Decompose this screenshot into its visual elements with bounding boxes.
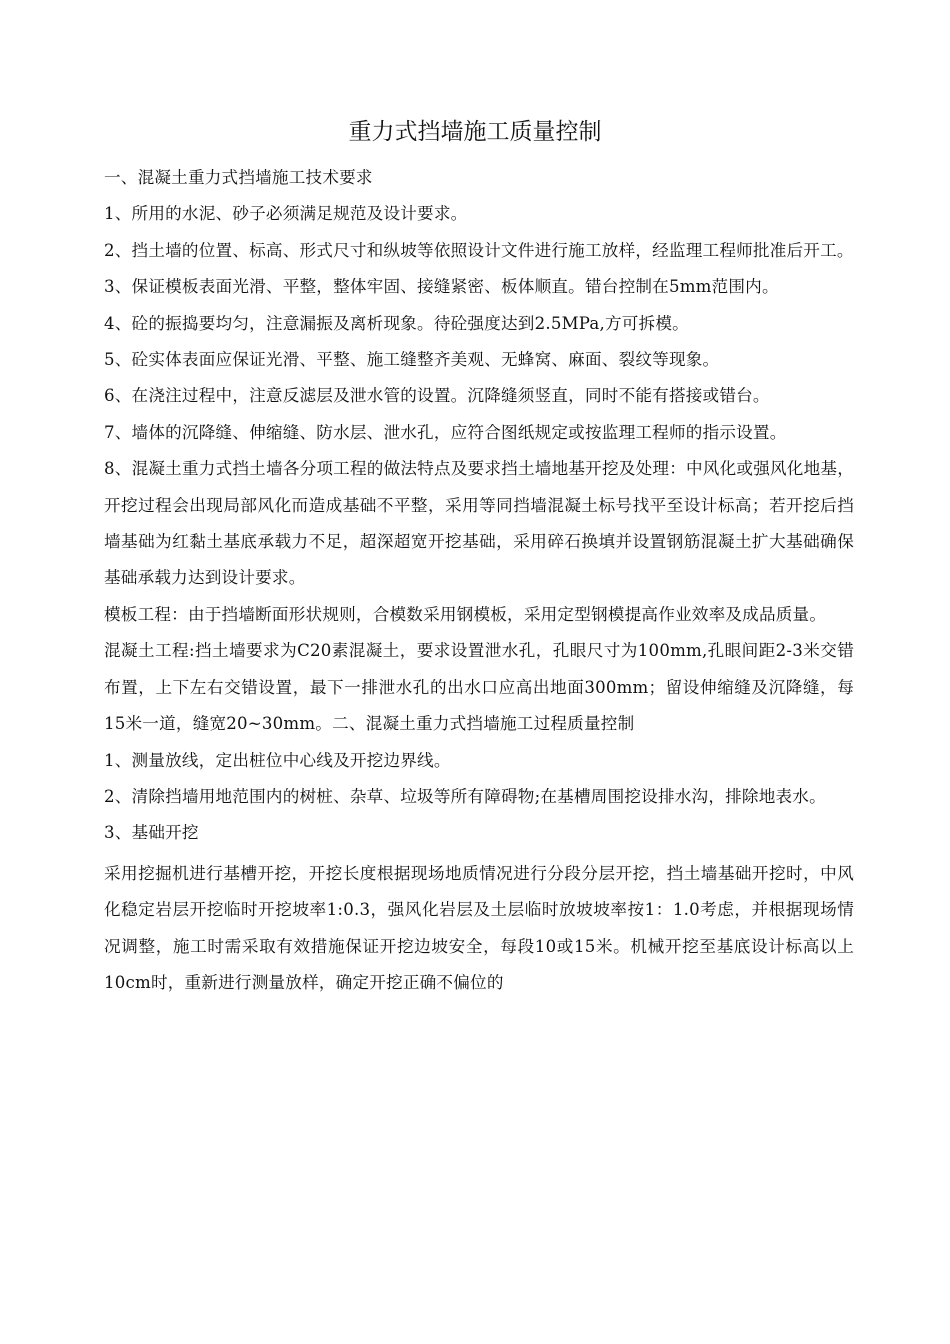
- subsection-heading: 3、基础开挖: [104, 823, 199, 843]
- paragraph: 混凝土工程:挡土墙要求为C20素混凝土，要求设置泄水孔，孔眼尺寸为100mm,孔眼间距2-3米交错布置，上下左右交错设置，最下一排泄水孔的出水口应高出地面300mm；留设伸缩缝及沉降缝，每15米一道，缝宽20~30mm。二、混凝土重力式挡墙施工过程质量控制: [104, 641, 854, 734]
- paragraph: 采用挖掘机进行基槽开挖，开挖长度根据现场地质情况进行分段分层开挖，挡土墙基础开挖时，中风化稳定岩层开挖临时开挖坡率1:0.3，强风化岩层及土层临时放坡坡率按1：1.0考虑，并根据现场情况调整，施工时需采取有效措施保证开挖边坡安全，每段10或15米。机械开挖至基底设计标高以上10cm时，重新进行测量放样，确定开挖正确不偏位的: [104, 863, 854, 992]
- paragraph: 2、清除挡墙用地范围内的树桩、杂草、垃圾等所有障碍物;在基槽周围挖设排水沟，排除地表水。: [104, 786, 826, 806]
- section-heading: 一、混凝土重力式挡墙施工技术要求: [104, 168, 373, 187]
- paragraph: 3、保证模板表面光滑、平整，整体牢固、接缝紧密、板体顺直。错台控制在5mm范围内。: [104, 277, 779, 297]
- paragraph: 5、砼实体表面应保证光滑、平整、施工缝整齐美观、无蜂窝、麻面、裂纹等现象。: [104, 350, 720, 370]
- paragraph: 4、砼的振捣要均匀，注意漏振及离析现象。待砼强度达到2.5MPa,方可拆模。: [104, 313, 689, 333]
- paragraph: 模板工程：由于挡墙断面形状规则，合模数采用钢模板，采用定型钢模提高作业效率及成品质量。: [104, 604, 827, 624]
- paragraph: 1、测量放线，定出桩位中心线及开挖边界线。: [104, 750, 451, 770]
- paragraph: 6、在浇注过程中，注意反滤层及泄水管的设置。沉降缝须竖直，同时不能有搭接或错台。: [104, 386, 770, 406]
- document-title: 重力式挡墙施工质量控制: [348, 119, 602, 145]
- paragraph: 7、墙体的沉降缝、伸缩缝、防水层、泄水孔，应符合图纸规定或按监理工程师的指示设置。: [104, 422, 787, 442]
- paragraph: 8、混凝土重力式挡土墙各分项工程的做法特点及要求挡土墙地基开挖及处理：中风化或强风化地基，开挖过程会出现局部风化而造成基础不平整，采用等同挡墙混凝土标号找平至设计标高；若开挖后挡墙基础为红黏土基底承载力不足，超深超宽开挖基础，采用碎石换填并设置钢筋混凝土扩大基础确保基础承载力达到设计要求。: [104, 459, 854, 588]
- paragraph: 1、所用的水泥、砂子必须满足规范及设计要求。: [104, 204, 468, 224]
- paragraph: 2、挡土墙的位置、标高、形式尺寸和纵坡等依照设计文件进行施工放样，经监理工程师批准后开工。: [104, 240, 854, 260]
- document-body: [104, 160, 854, 1001]
